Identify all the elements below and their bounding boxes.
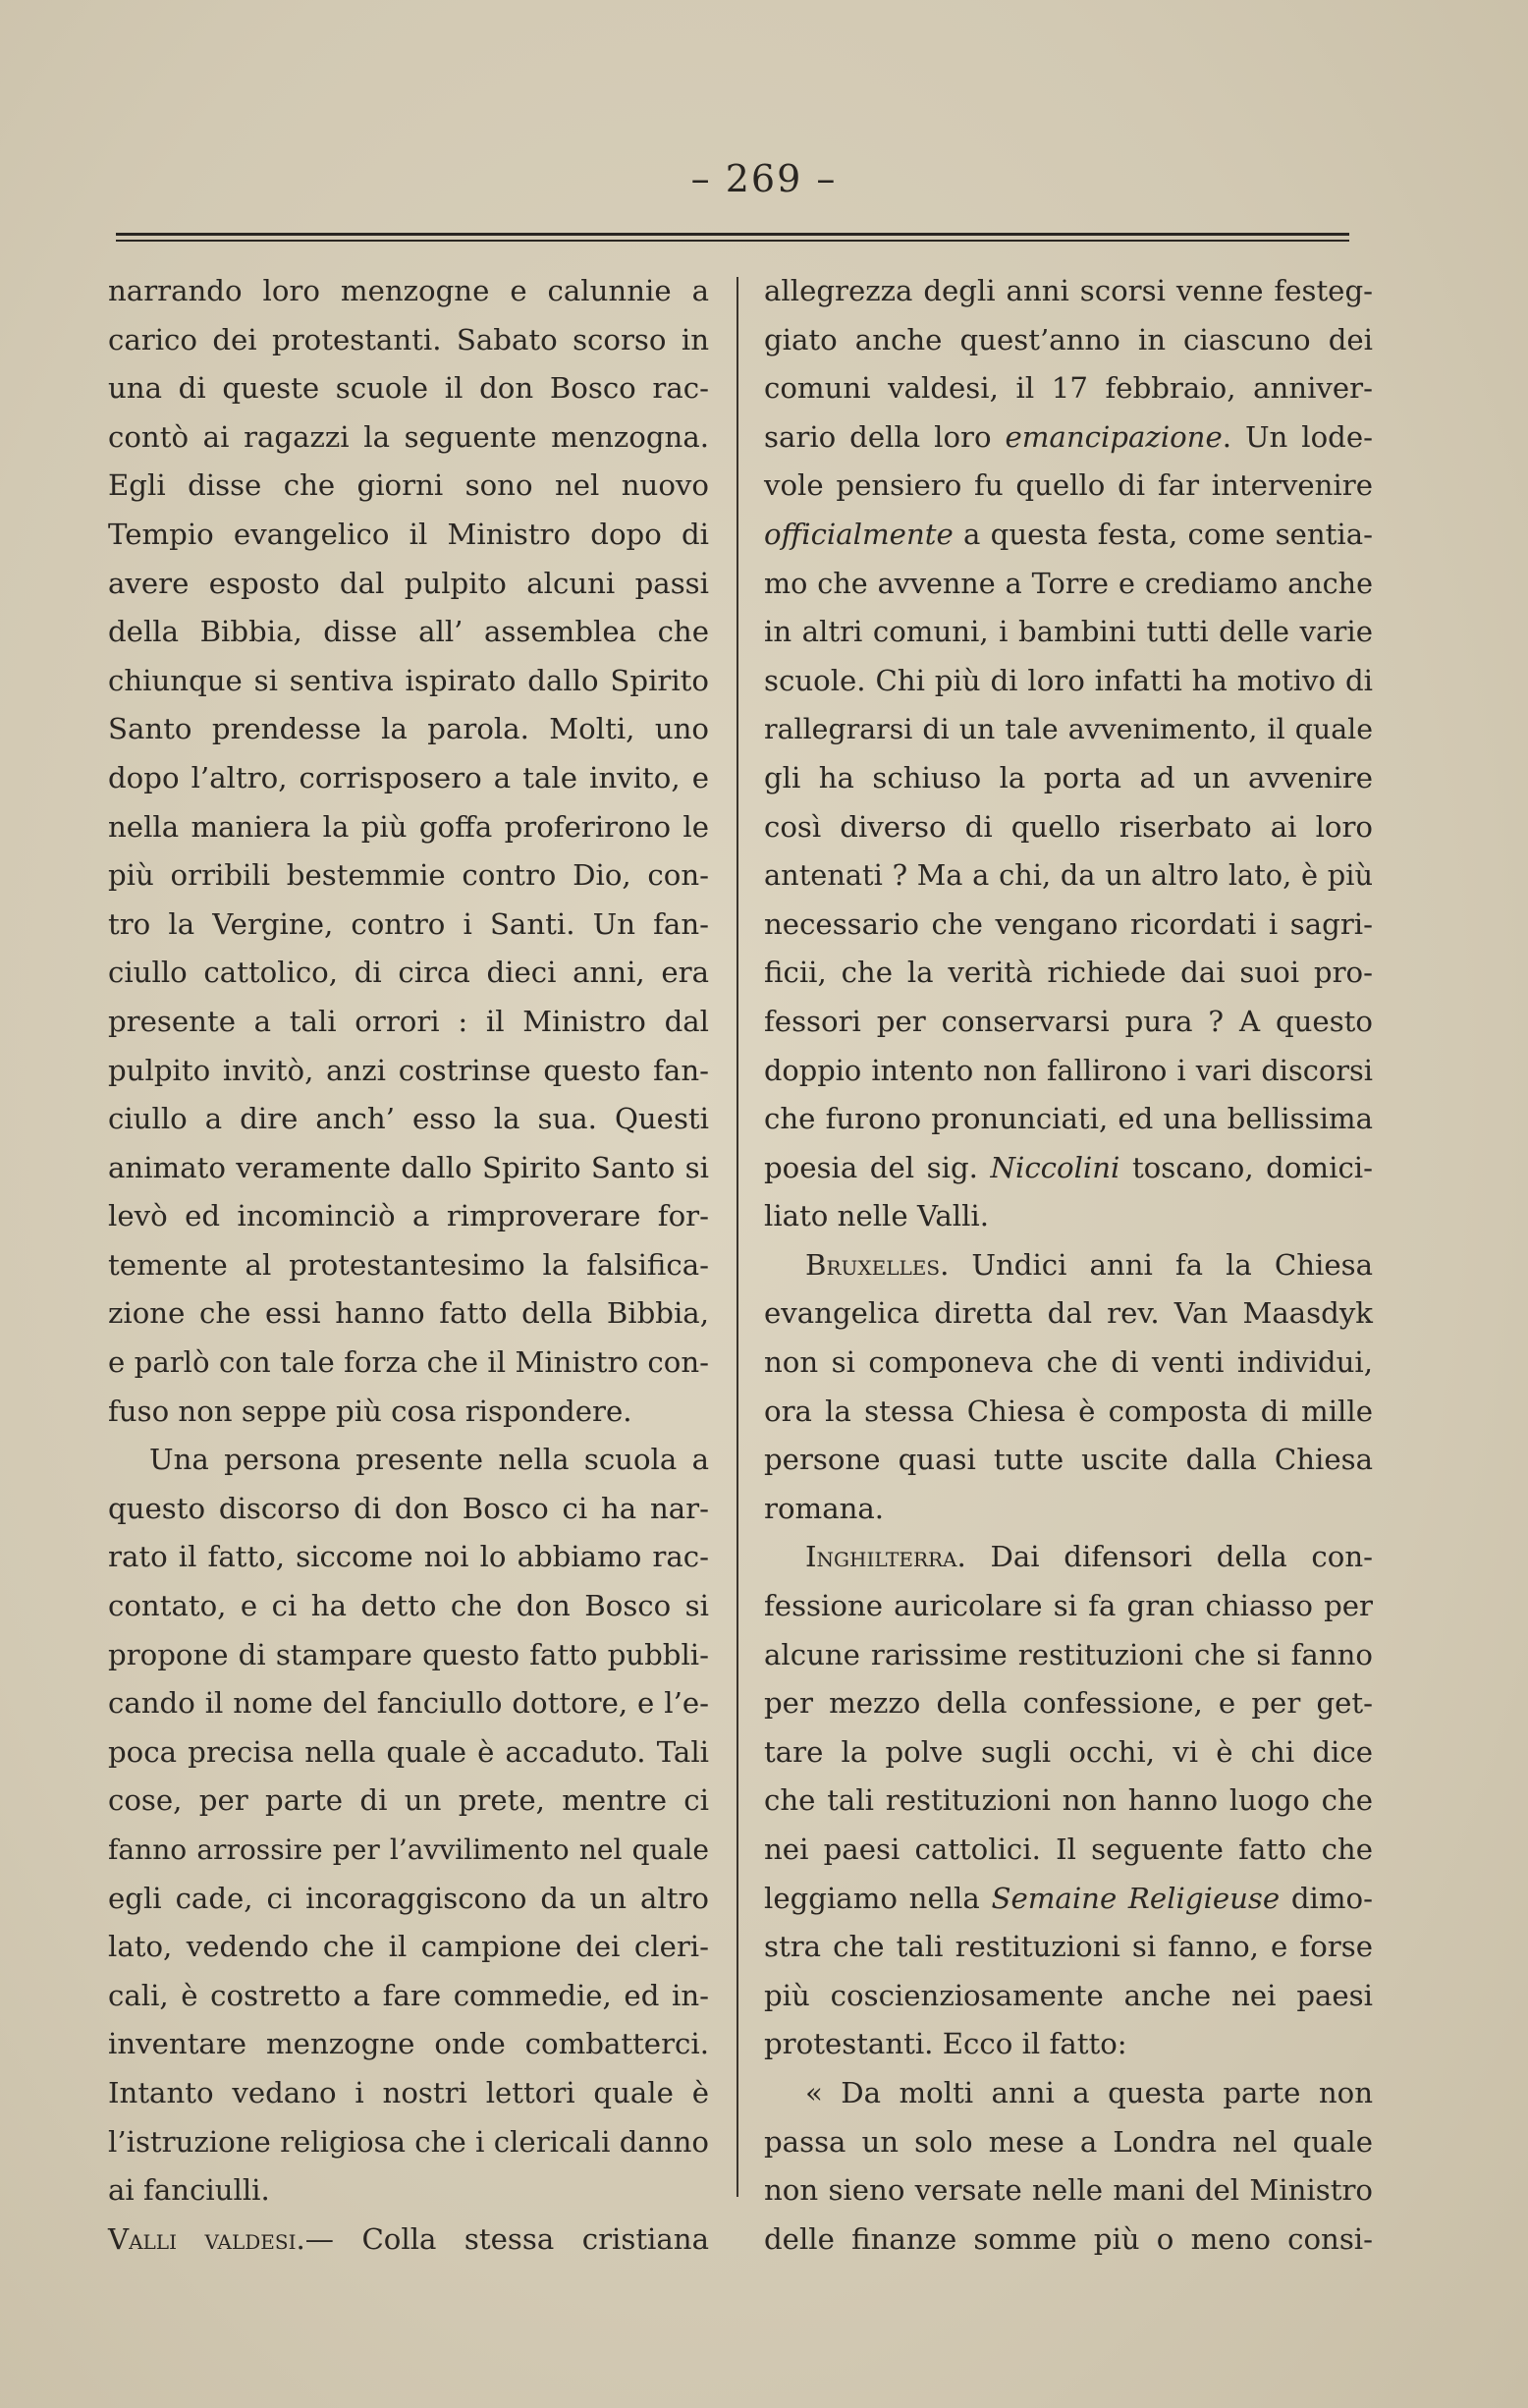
text-fragment: narrando loro menzogne e calunnie a [108,274,709,307]
text-fragment: pulpito invitò, anzi costrinse questo fan- [108,1053,709,1087]
text-fragment: persone quasi tutte uscite dalla Chiesa [764,1443,1373,1477]
right-column [764,267,1373,2264]
header-rule [116,233,1349,242]
text-line [108,560,709,609]
text-fragment: — Colla stessa cristiana [304,2221,709,2256]
text-fragment: non si componeva che di venti individui, [764,1345,1373,1380]
text-line [108,1192,709,1241]
text-fragment: inventare menzogne onde combatterci. [108,2027,709,2061]
text-line [108,1582,709,1631]
text-line [108,1144,709,1193]
text-fragment: doppio intento non fallirono i vari discorsi [764,1053,1373,1087]
text-fragment: contò ai ragazzi la seguente menzogna. [108,419,709,454]
text-line [108,1923,709,1972]
text-line [108,1388,709,1437]
text-line [108,462,709,511]
text-line [764,851,1373,901]
text-fragment: temente al protestantesimo la falsifica- [108,1247,709,1282]
text-line [108,1728,709,1778]
text-fragment: sario della loro [764,419,1006,454]
text-fragment: levò ed incominciò a rimproverare for- [108,1199,709,1233]
text-fragment: vole pensiero fu quello di far intervenire [764,468,1373,503]
text-fragment: rato il fatto, siccome noi lo abbiamo rac- [108,1540,709,1574]
text-fragment: Intanto vedano i nostri lettori quale è [108,2075,709,2109]
text-line [108,1485,709,1534]
text-fragment: cando il nome del fanciullo dottore, e l’e- [108,1686,709,1721]
text-line [764,1388,1373,1437]
text-line [764,998,1373,1047]
text-fragment: ficii, che la verità richiede dai suoi pro- [764,956,1373,990]
text-fragment: carico dei protestanti. Sabato scorso in [108,322,709,356]
text-fragment: della Bibbia, disse all’ assemblea che [108,615,709,649]
text-fragment: gli ha schiuso la porta ad un avvenire [764,760,1373,794]
text-line [764,316,1373,365]
text-line [108,657,709,706]
text-fragment: nei paesi cattolici. Il seguente fatto che [764,1833,1373,1866]
text-fragment: leggiamo nella [764,1881,992,1915]
text-line [764,462,1373,511]
text-line [108,1777,709,1826]
text-fragment: passa un solo mese a Londra nel quale [764,2124,1373,2159]
text-fragment: ai fanciulli. [108,2173,270,2208]
text-fragment: alcune rarissime restituzioni che si fanno [764,1637,1373,1671]
text-line [108,2020,709,2069]
text-line [764,2020,1373,2069]
text-fragment: . Un lode- [1222,419,1373,454]
text-fragment: Una persona presente nella scuola a [149,1443,709,1477]
text-line [764,1728,1373,1778]
text-fragment: dimo- [1280,1881,1373,1915]
text-line [764,949,1373,998]
text-fragment: « Da molti anni a questa parte non [805,2075,1373,2109]
text-line [764,608,1373,657]
text-line [764,1241,1373,1290]
text-line [108,413,709,463]
text-fragment: rallegrarsi di un tale avvenimento, il quale [764,713,1373,746]
text-line [764,511,1373,560]
text-line [764,705,1373,754]
text-fragment: che furono pronunciati, ed una bellissima [764,1102,1373,1136]
text-line [764,2069,1373,2118]
text-fragment: Egli disse che giorni sono nel nuovo [108,468,709,503]
text-fragment: necessario che vengano ricordati i sagri- [764,906,1373,941]
text-fragment: l’istruzione religiosa che i clericali danno [108,2124,709,2159]
text-line [108,1339,709,1388]
text-fragment: lato, vedendo che il campione dei cleri- [108,1930,709,1964]
text-line [764,2166,1373,2216]
text-fragment: poesia del sig. [764,1150,991,1184]
text-line [764,1582,1373,1631]
text-line [764,1144,1373,1193]
text-line [764,364,1373,413]
text-line [764,1533,1373,1582]
text-line [764,1289,1373,1339]
text-line [764,1339,1373,1388]
text-fragment: romana. [764,1491,885,1525]
text-line [764,1095,1373,1144]
text-fragment: questo discorso di don Bosco ci ha nar- [108,1491,709,1525]
text-line [108,2216,709,2265]
text-fragment: così diverso di quello riserbato ai loro [764,809,1373,844]
text-fragment: tro la Vergine, contro i Santi. Un fan- [108,906,709,941]
text-fragment: liato nelle Valli. [764,1199,990,1233]
column-divider [737,277,738,2197]
text-fragment: tare la polve sugli occhi, vi è chi dice [764,1734,1373,1769]
text-fragment: nella maniera la più goffa proferirono le [108,809,709,844]
text-fragment: giato anche quest’anno in ciascuno dei [764,322,1373,356]
text-line [108,901,709,950]
text-line [764,901,1373,950]
text-fragment: zione che essi hanno fatto della Bibbia, [108,1296,709,1331]
text-fragment: e parlò con tale forza che il Ministro con- [108,1345,709,1380]
text-fragment: evangelica diretta dal rev. Van Maasdyk [764,1296,1373,1331]
section-lead: Valli valdesi. [108,2221,305,2256]
text-line [764,1631,1373,1680]
left-column [108,267,709,2264]
text-fragment: cali, è costretto a fare commedie, ed in- [108,1978,709,2012]
text-line [764,1875,1373,1924]
text-fragment: stra che tali restituzioni si fanno, e forse [764,1930,1373,1964]
text-line [108,364,709,413]
text-fragment: chiunque si sentiva ispirato dallo Spirito [108,663,709,697]
text-fragment: fuso non seppe più cosa rispondere. [108,1394,632,1428]
text-fragment: una di queste scuole il don Bosco rac- [108,371,709,406]
text-line [108,705,709,754]
text-fragment: scuole. Chi più di loro infatti ha motivo di [764,663,1373,697]
italic-term: officialmente [764,517,954,551]
text-line [108,2166,709,2216]
text-fragment: propone di stampare questo fatto pubbli- [108,1637,709,1671]
text-line [108,1631,709,1680]
text-line [764,560,1373,609]
text-fragment: non sieno versate nelle mani del Ministro [764,2173,1373,2208]
text-line [108,803,709,852]
text-fragment: dopo l’altro, corrisposero a tale invito, e [108,760,709,794]
text-line [108,949,709,998]
text-line [764,1777,1373,1826]
text-fragment: in altri comuni, i bambini tutti delle varie [764,615,1373,649]
italic-term: Niccolini [990,1150,1120,1184]
text-fragment: presente a tali orrori : il Ministro dal [108,1004,709,1038]
text-line [108,1533,709,1582]
text-line [108,1095,709,1144]
text-fragment: protestanti. Ecco il fatto: [764,2027,1127,2061]
text-line [764,1047,1373,1096]
text-line [764,1972,1373,2021]
text-line [764,2216,1373,2265]
text-fragment: comuni valdesi, il 17 febbraio, anniver- [764,371,1373,406]
text-line [764,1436,1373,1485]
text-line [108,851,709,901]
text-fragment: ora la stessa Chiesa è composta di mille [764,1394,1373,1428]
text-line [108,754,709,803]
text-fragment: avere esposto dal pulpito alcuni passi [108,566,709,600]
text-fragment: mo che avvenne a Torre e crediamo anche [764,566,1373,600]
text-line [764,267,1373,316]
text-line [108,608,709,657]
text-fragment: toscano, domici- [1119,1150,1373,1184]
text-line [108,1875,709,1924]
text-line [764,657,1373,706]
text-line [764,803,1373,852]
text-fragment: fessione auricolare si fa gran chiasso per [764,1589,1373,1623]
text-fragment: che tali restituzioni non hanno luogo che [764,1783,1373,1818]
text-line [108,1436,709,1485]
text-fragment: per mezzo della confessione, e per get- [764,1686,1373,1721]
text-line [108,267,709,316]
text-line [108,1241,709,1290]
section-lead: Inghilterra. [805,1540,966,1574]
text-fragment: a questa festa, come sentia- [953,517,1373,551]
text-fragment: più coscienziosamente anche nei paesi [764,1978,1373,2012]
text-line [764,413,1373,463]
text-fragment: cose, per parte di un prete, mentre ci [108,1783,709,1818]
text-line [108,1826,709,1875]
text-fragment: più orribili bestemmie contro Dio, con- [108,858,709,893]
text-fragment: fessori per conservarsi pura ? A questo [764,1004,1373,1038]
text-line [108,1679,709,1728]
text-fragment: antenati ? Ma a chi, da un altro lato, è più [764,858,1373,893]
text-fragment: allegrezza degli anni scorsi venne festeg- [764,274,1373,307]
text-line [108,1972,709,2021]
text-fragment: Tempio evangelico il Ministro dopo di [108,517,709,551]
text-fragment: delle finanze somme più o meno consi- [764,2221,1373,2256]
text-line [764,1923,1373,1972]
text-line [108,2069,709,2118]
page-number-header: – 269 – [690,157,838,200]
text-line [108,1047,709,1096]
text-line [764,2118,1373,2167]
text-line [108,316,709,365]
text-fragment: poca precisa nella quale è accaduto. Tali [108,1734,709,1769]
text-line [108,998,709,1047]
section-lead: Bruxelles. [805,1247,950,1282]
text-fragment: fanno arrossire per l’avvilimento nel quale [108,1833,709,1866]
text-fragment: animato veramente dallo Spirito Santo si [108,1150,709,1184]
text-fragment: Undici anni fa la Chiesa [949,1247,1373,1282]
text-fragment: egli cade, ci incoraggiscono da un altro [108,1881,709,1915]
text-fragment: ciullo a dire anch’ esso la sua. Questi [108,1102,709,1136]
text-line [764,754,1373,803]
text-fragment: ciullo cattolico, di circa dieci anni, era [108,956,709,990]
text-line [764,1485,1373,1534]
italic-term: emancipazione [1005,419,1223,454]
text-line [764,1192,1373,1241]
text-fragment: contato, e ci ha detto che don Bosco si [108,1589,709,1623]
text-fragment: Santo prendesse la parola. Molti, uno [108,712,709,746]
text-line [108,511,709,560]
italic-term: Semaine Religieuse [991,1881,1281,1915]
text-line [108,2118,709,2167]
text-fragment: Dai difensori della con- [965,1540,1373,1574]
text-line [108,1289,709,1339]
text-line [764,1679,1373,1728]
text-line [764,1826,1373,1875]
